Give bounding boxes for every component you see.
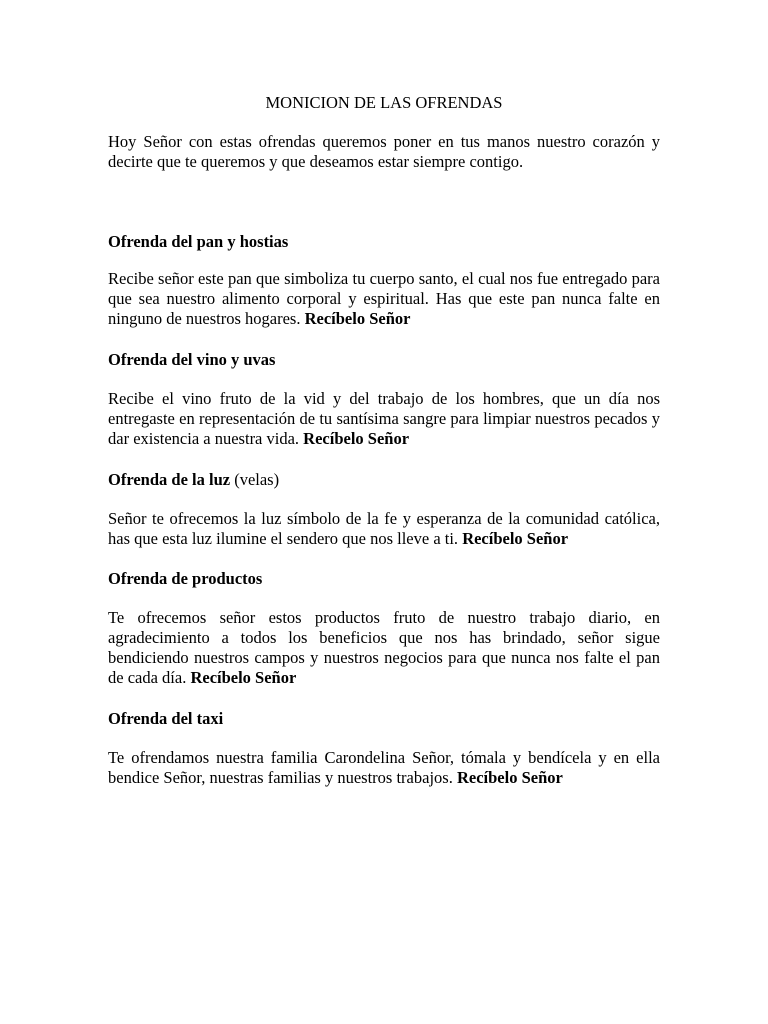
- section-response-pan: Recíbelo Señor: [304, 309, 411, 328]
- section-response-vino: Recíbelo Señor: [303, 429, 410, 448]
- section-text-productos: Te ofrecemos señor estos productos fruto de nuestro trabajo diario, en agradecimiento a todos los beneficios que nos has brindado, señor sigue bendiciendo nuestros campos y nuestros negocios para que nunca nos falte el pan de cada día.: [108, 608, 660, 687]
- section-heading-pan: Ofrenda del pan y hostias: [108, 232, 289, 251]
- section-heading-vino: Ofrenda del vino y uvas: [108, 350, 276, 369]
- section-paragraph-taxi: [108, 748, 660, 788]
- section-text-taxi: Te ofrendamos nuestra familia Carondelina Señor, tómala y bendícela y en ella bendice Señor, nuestras familias y nuestros trabajos.: [108, 748, 660, 787]
- section-paragraph-productos: [108, 608, 660, 688]
- intro-paragraph: Hoy Señor con estas ofrendas queremos poner en tus manos nuestro corazón y decirte que te queremos y que deseamos estar siempre contigo.: [108, 132, 660, 171]
- section-heading-productos: Ofrenda de productos: [108, 569, 263, 588]
- section-heading-luz-suffix: (velas): [234, 470, 280, 489]
- section-text-luz: Señor te ofrecemos la luz símbolo de la fe y esperanza de la comunidad católica, has que esta luz ilumine el sendero que nos lleve a ti.: [108, 509, 660, 548]
- section-text-vino: Recibe el vino fruto de la vid y del trabajo de los hombres, que un día nos entregaste en representación de tu santísima sangre para limpiar nuestros pecados y dar existencia a nuestra vida.: [108, 389, 660, 448]
- section-response-productos: Recíbelo Señor: [190, 668, 297, 687]
- section-heading-luz: [108, 470, 660, 490]
- section-paragraph-pan: [108, 269, 660, 329]
- section-response-luz: Recíbelo Señor: [462, 529, 569, 548]
- section-paragraph-luz: [108, 509, 660, 549]
- section-heading-taxi: Ofrenda del taxi: [108, 709, 224, 728]
- section-text-pan: Recibe señor este pan que simboliza tu cuerpo santo, el cual nos fue entregado para que sea nuestro alimento corporal y espiritual. Has que este pan nunca falte en ninguno de nuestros hogares.: [108, 269, 660, 328]
- section-paragraph-vino: [108, 389, 660, 449]
- document-title: MONICION DE LAS OFRENDAS: [265, 93, 503, 112]
- section-response-taxi: Recíbelo Señor: [456, 768, 563, 787]
- section-heading-luz-text: Ofrenda de la luz: [108, 470, 231, 489]
